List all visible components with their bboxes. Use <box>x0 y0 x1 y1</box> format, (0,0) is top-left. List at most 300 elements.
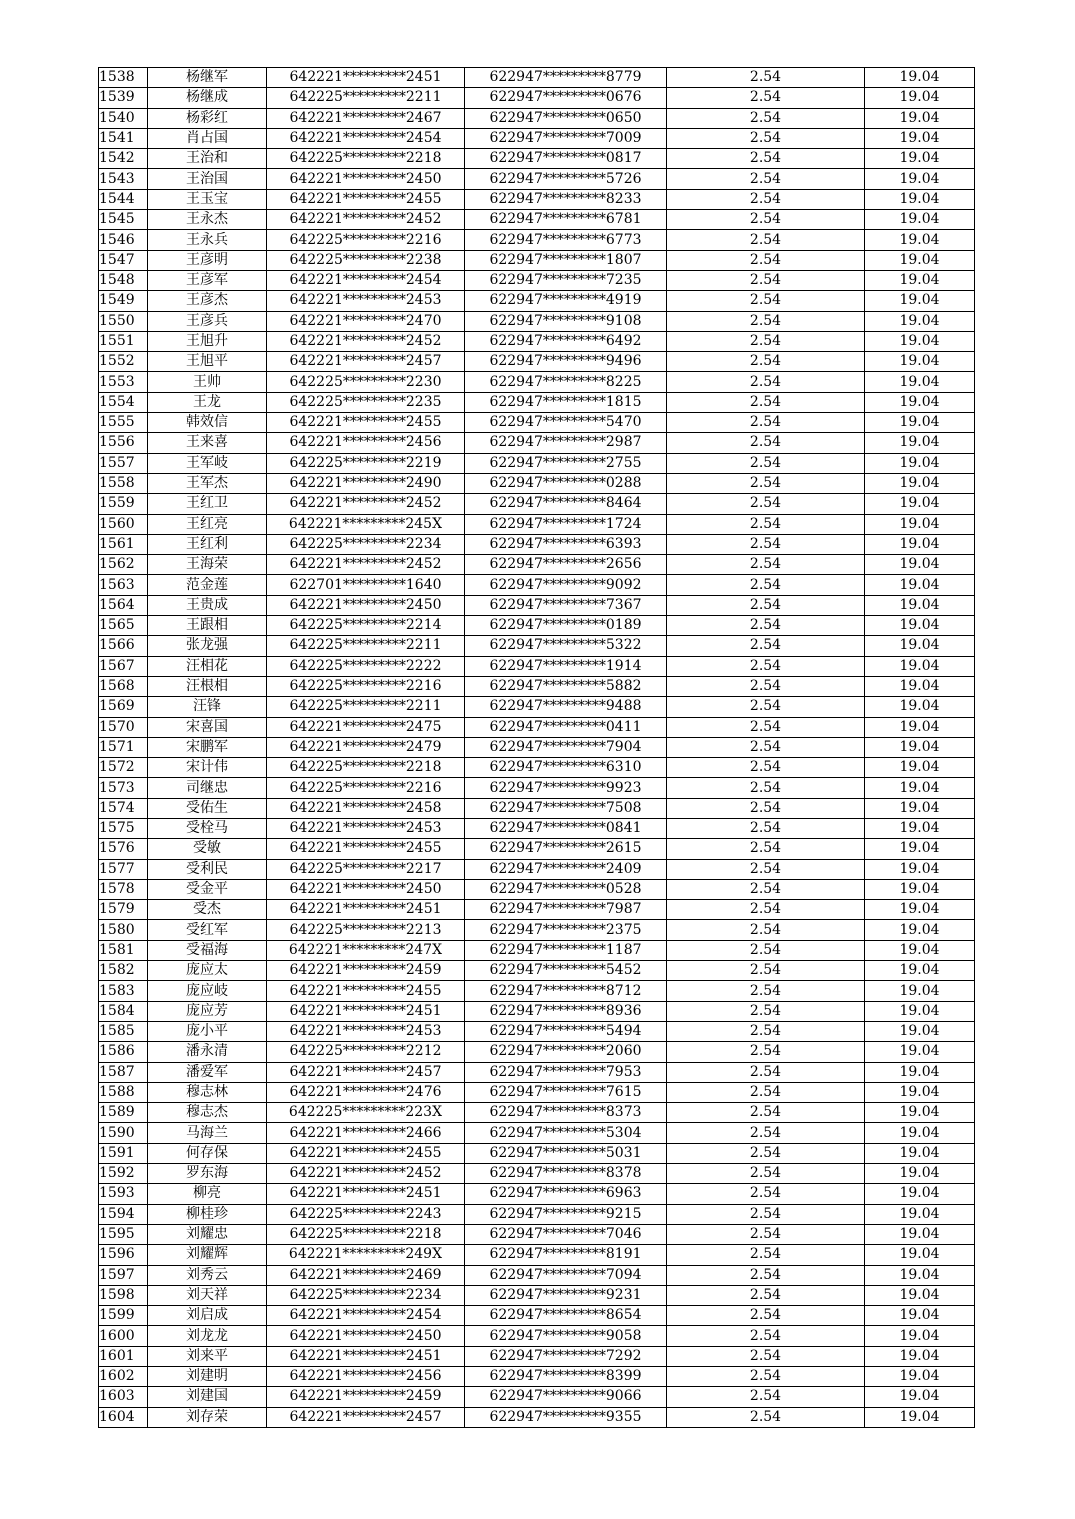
amount-cell: 19.04 <box>865 575 975 595</box>
id-number-cell: 642221*********2451 <box>267 1184 465 1204</box>
amount-cell: 19.04 <box>865 1042 975 1062</box>
name-cell: 王红卫 <box>148 494 267 514</box>
area-cell: 2.54 <box>667 291 865 311</box>
amount-cell: 19.04 <box>865 291 975 311</box>
name-cell: 范金莲 <box>148 575 267 595</box>
table-row <box>99 818 975 838</box>
id-number-cell: 642221*********2490 <box>267 473 465 493</box>
table-row <box>99 1265 975 1285</box>
name-cell: 王跟相 <box>148 616 267 636</box>
id-number-cell: 642221*********2451 <box>267 900 465 920</box>
area-cell: 2.54 <box>667 1103 865 1123</box>
id-number-cell: 642221*********2455 <box>267 839 465 859</box>
table-row <box>99 372 975 392</box>
row-number-cell: 1554 <box>99 392 148 412</box>
area-cell: 2.54 <box>667 128 865 148</box>
row-number-cell: 1584 <box>99 1001 148 1021</box>
area-cell: 2.54 <box>667 169 865 189</box>
id-number-cell: 642225*********2216 <box>267 230 465 250</box>
row-number-cell: 1578 <box>99 879 148 899</box>
name-cell: 王贵成 <box>148 595 267 615</box>
id-number-cell: 642225*********2235 <box>267 392 465 412</box>
area-cell: 2.54 <box>667 961 865 981</box>
row-number-cell: 1568 <box>99 676 148 696</box>
amount-cell: 19.04 <box>865 656 975 676</box>
area-cell: 2.54 <box>667 1082 865 1102</box>
row-number-cell: 1551 <box>99 331 148 351</box>
amount-cell: 19.04 <box>865 778 975 798</box>
amount-cell: 19.04 <box>865 494 975 514</box>
area-cell: 2.54 <box>667 1042 865 1062</box>
name-cell: 何存保 <box>148 1143 267 1163</box>
amount-cell: 19.04 <box>865 1407 975 1427</box>
area-cell: 2.54 <box>667 230 865 250</box>
row-number-cell: 1603 <box>99 1387 148 1407</box>
row-number-cell: 1546 <box>99 230 148 250</box>
row-number-cell: 1598 <box>99 1285 148 1305</box>
row-number-cell: 1601 <box>99 1346 148 1366</box>
area-cell: 2.54 <box>667 1346 865 1366</box>
bank-card-cell: 622947*********0841 <box>465 818 667 838</box>
amount-cell: 19.04 <box>865 1103 975 1123</box>
table-row <box>99 1103 975 1123</box>
amount-cell: 19.04 <box>865 311 975 331</box>
id-number-cell: 642225*********2243 <box>267 1204 465 1224</box>
name-cell: 王军岐 <box>148 453 267 473</box>
name-cell: 汪锋 <box>148 697 267 717</box>
amount-cell: 19.04 <box>865 1224 975 1244</box>
name-cell: 刘启成 <box>148 1306 267 1326</box>
bank-card-cell: 622947*********8464 <box>465 494 667 514</box>
area-cell: 2.54 <box>667 88 865 108</box>
name-cell: 王彦明 <box>148 250 267 270</box>
row-number-cell: 1543 <box>99 169 148 189</box>
area-cell: 2.54 <box>667 616 865 636</box>
id-number-cell: 642221*********2453 <box>267 1021 465 1041</box>
id-number-cell: 642221*********2454 <box>267 1306 465 1326</box>
bank-card-cell: 622947*********1815 <box>465 392 667 412</box>
bank-card-cell: 622947*********1807 <box>465 250 667 270</box>
table-row <box>99 1204 975 1224</box>
amount-cell: 19.04 <box>865 1367 975 1387</box>
area-cell: 2.54 <box>667 433 865 453</box>
area-cell: 2.54 <box>667 1021 865 1041</box>
area-cell: 2.54 <box>667 839 865 859</box>
id-number-cell: 642225*********2218 <box>267 149 465 169</box>
bank-card-cell: 622947*********0189 <box>465 616 667 636</box>
id-number-cell: 642225*********2222 <box>267 656 465 676</box>
id-number-cell: 642221*********2451 <box>267 1346 465 1366</box>
table-row <box>99 900 975 920</box>
row-number-cell: 1556 <box>99 433 148 453</box>
row-number-cell: 1566 <box>99 636 148 656</box>
name-cell: 穆志杰 <box>148 1103 267 1123</box>
row-number-cell: 1560 <box>99 514 148 534</box>
amount-cell: 19.04 <box>865 1265 975 1285</box>
bank-card-cell: 622947*********6492 <box>465 331 667 351</box>
bank-card-cell: 622947*********8225 <box>465 372 667 392</box>
row-number-cell: 1585 <box>99 1021 148 1041</box>
area-cell: 2.54 <box>667 676 865 696</box>
name-cell: 受金平 <box>148 879 267 899</box>
name-cell: 刘建明 <box>148 1367 267 1387</box>
bank-card-cell: 622947*********4919 <box>465 291 667 311</box>
amount-cell: 19.04 <box>865 1306 975 1326</box>
amount-cell: 19.04 <box>865 1245 975 1265</box>
amount-cell: 19.04 <box>865 514 975 534</box>
bank-card-cell: 622947*********7046 <box>465 1224 667 1244</box>
id-number-cell: 642221*********2450 <box>267 879 465 899</box>
table-row <box>99 1082 975 1102</box>
amount-cell: 19.04 <box>865 352 975 372</box>
amount-cell: 19.04 <box>865 900 975 920</box>
row-number-cell: 1576 <box>99 839 148 859</box>
amount-cell: 19.04 <box>865 128 975 148</box>
id-number-cell: 642225*********2234 <box>267 1285 465 1305</box>
area-cell: 2.54 <box>667 1407 865 1427</box>
bank-card-cell: 622947*********7235 <box>465 270 667 290</box>
table-row <box>99 250 975 270</box>
area-cell: 2.54 <box>667 1204 865 1224</box>
name-cell: 刘耀辉 <box>148 1245 267 1265</box>
area-cell: 2.54 <box>667 879 865 899</box>
amount-cell: 19.04 <box>865 676 975 696</box>
id-number-cell: 642225*********2212 <box>267 1042 465 1062</box>
bank-card-cell: 622947*********8712 <box>465 981 667 1001</box>
amount-cell: 19.04 <box>865 392 975 412</box>
area-cell: 2.54 <box>667 473 865 493</box>
bank-card-cell: 622947*********2375 <box>465 920 667 940</box>
row-number-cell: 1538 <box>99 68 148 88</box>
row-number-cell: 1587 <box>99 1062 148 1082</box>
row-number-cell: 1540 <box>99 108 148 128</box>
name-cell: 王治和 <box>148 149 267 169</box>
table-row <box>99 1285 975 1305</box>
name-cell: 王玉宝 <box>148 189 267 209</box>
table-row <box>99 839 975 859</box>
amount-cell: 19.04 <box>865 189 975 209</box>
bank-card-cell: 622947*********2987 <box>465 433 667 453</box>
row-number-cell: 1564 <box>99 595 148 615</box>
id-number-cell: 642225*********2219 <box>267 453 465 473</box>
bank-card-cell: 622947*********7094 <box>465 1265 667 1285</box>
id-number-cell: 642225*********223X <box>267 1103 465 1123</box>
row-number-cell: 1561 <box>99 534 148 554</box>
area-cell: 2.54 <box>667 981 865 1001</box>
bank-card-cell: 622947*********5882 <box>465 676 667 696</box>
amount-cell: 19.04 <box>865 555 975 575</box>
amount-cell: 19.04 <box>865 270 975 290</box>
id-number-cell: 642225*********2238 <box>267 250 465 270</box>
amount-cell: 19.04 <box>865 798 975 818</box>
table-row <box>99 534 975 554</box>
id-number-cell: 642225*********2230 <box>267 372 465 392</box>
table-row <box>99 210 975 230</box>
amount-cell: 19.04 <box>865 859 975 879</box>
bank-card-cell: 622947*********8779 <box>465 68 667 88</box>
bank-card-cell: 622947*********0288 <box>465 473 667 493</box>
row-number-cell: 1600 <box>99 1326 148 1346</box>
bank-card-cell: 622947*********9066 <box>465 1387 667 1407</box>
row-number-cell: 1559 <box>99 494 148 514</box>
amount-cell: 19.04 <box>865 433 975 453</box>
id-number-cell: 642221*********2459 <box>267 1387 465 1407</box>
amount-cell: 19.04 <box>865 961 975 981</box>
row-number-cell: 1581 <box>99 940 148 960</box>
name-cell: 宋喜国 <box>148 717 267 737</box>
name-cell: 王旭平 <box>148 352 267 372</box>
id-number-cell: 642225*********2218 <box>267 758 465 778</box>
name-cell: 潘永清 <box>148 1042 267 1062</box>
area-cell: 2.54 <box>667 210 865 230</box>
id-number-cell: 642221*********2451 <box>267 1001 465 1021</box>
area-cell: 2.54 <box>667 352 865 372</box>
id-number-cell: 642221*********2458 <box>267 798 465 818</box>
bank-card-cell: 622947*********9488 <box>465 697 667 717</box>
amount-cell: 19.04 <box>865 920 975 940</box>
name-cell: 张龙强 <box>148 636 267 656</box>
name-cell: 韩效信 <box>148 413 267 433</box>
id-number-cell: 642221*********2450 <box>267 169 465 189</box>
area-cell: 2.54 <box>667 859 865 879</box>
id-number-cell: 642225*********2211 <box>267 636 465 656</box>
area-cell: 2.54 <box>667 1001 865 1021</box>
bank-card-cell: 622947*********0676 <box>465 88 667 108</box>
bank-card-cell: 622947*********5304 <box>465 1123 667 1143</box>
bank-card-cell: 622947*********7292 <box>465 1346 667 1366</box>
name-cell: 王彦军 <box>148 270 267 290</box>
area-cell: 2.54 <box>667 392 865 412</box>
id-number-cell: 642221*********2452 <box>267 1164 465 1184</box>
row-number-cell: 1563 <box>99 575 148 595</box>
name-cell: 王治国 <box>148 169 267 189</box>
bank-card-cell: 622947*********2755 <box>465 453 667 473</box>
id-number-cell: 642221*********2452 <box>267 331 465 351</box>
bank-card-cell: 622947*********9496 <box>465 352 667 372</box>
amount-cell: 19.04 <box>865 616 975 636</box>
area-cell: 2.54 <box>667 534 865 554</box>
bank-card-cell: 622947*********2060 <box>465 1042 667 1062</box>
table-row <box>99 270 975 290</box>
bank-card-cell: 622947*********0411 <box>465 717 667 737</box>
area-cell: 2.54 <box>667 413 865 433</box>
subsidy-table <box>98 67 975 1428</box>
row-number-cell: 1541 <box>99 128 148 148</box>
name-cell: 庞应太 <box>148 961 267 981</box>
amount-cell: 19.04 <box>865 758 975 778</box>
name-cell: 王军杰 <box>148 473 267 493</box>
amount-cell: 19.04 <box>865 473 975 493</box>
area-cell: 2.54 <box>667 920 865 940</box>
id-number-cell: 642221*********2457 <box>267 1407 465 1427</box>
table-row <box>99 778 975 798</box>
name-cell: 王海荣 <box>148 555 267 575</box>
name-cell: 王彦杰 <box>148 291 267 311</box>
bank-card-cell: 622947*********5322 <box>465 636 667 656</box>
bank-card-cell: 622947*********2615 <box>465 839 667 859</box>
area-cell: 2.54 <box>667 331 865 351</box>
table-row <box>99 1387 975 1407</box>
bank-card-cell: 622947*********6963 <box>465 1184 667 1204</box>
table-row <box>99 879 975 899</box>
area-cell: 2.54 <box>667 818 865 838</box>
area-cell: 2.54 <box>667 1265 865 1285</box>
table-row <box>99 1407 975 1427</box>
area-cell: 2.54 <box>667 1143 865 1163</box>
id-number-cell: 642221*********2470 <box>267 311 465 331</box>
amount-cell: 19.04 <box>865 1285 975 1305</box>
name-cell: 刘龙龙 <box>148 1326 267 1346</box>
row-number-cell: 1582 <box>99 961 148 981</box>
document-page <box>98 67 974 1428</box>
area-cell: 2.54 <box>667 1245 865 1265</box>
row-number-cell: 1555 <box>99 413 148 433</box>
area-cell: 2.54 <box>667 595 865 615</box>
amount-cell: 19.04 <box>865 940 975 960</box>
area-cell: 2.54 <box>667 372 865 392</box>
table-row <box>99 555 975 575</box>
id-number-cell: 642225*********2213 <box>267 920 465 940</box>
id-number-cell: 642221*********2455 <box>267 1143 465 1163</box>
bank-card-cell: 622947*********5031 <box>465 1143 667 1163</box>
bank-card-cell: 622947*********2656 <box>465 555 667 575</box>
table-row <box>99 737 975 757</box>
table-row <box>99 392 975 412</box>
amount-cell: 19.04 <box>865 717 975 737</box>
row-number-cell: 1599 <box>99 1306 148 1326</box>
amount-cell: 19.04 <box>865 737 975 757</box>
id-number-cell: 642221*********2452 <box>267 555 465 575</box>
area-cell: 2.54 <box>667 108 865 128</box>
table-row <box>99 311 975 331</box>
area-cell: 2.54 <box>667 636 865 656</box>
name-cell: 柳亮 <box>148 1184 267 1204</box>
table-row <box>99 494 975 514</box>
bank-card-cell: 622947*********5494 <box>465 1021 667 1041</box>
area-cell: 2.54 <box>667 1306 865 1326</box>
amount-cell: 19.04 <box>865 1062 975 1082</box>
row-number-cell: 1595 <box>99 1224 148 1244</box>
bank-card-cell: 622947*********7367 <box>465 595 667 615</box>
area-cell: 2.54 <box>667 514 865 534</box>
id-number-cell: 642221*********2452 <box>267 210 465 230</box>
area-cell: 2.54 <box>667 575 865 595</box>
area-cell: 2.54 <box>667 1184 865 1204</box>
table-row <box>99 1346 975 1366</box>
table-row <box>99 1367 975 1387</box>
bank-card-cell: 622947*********9215 <box>465 1204 667 1224</box>
area-cell: 2.54 <box>667 149 865 169</box>
amount-cell: 19.04 <box>865 331 975 351</box>
table-row <box>99 697 975 717</box>
name-cell: 王永兵 <box>148 230 267 250</box>
id-number-cell: 642221*********2455 <box>267 981 465 1001</box>
area-cell: 2.54 <box>667 250 865 270</box>
id-number-cell: 642221*********2451 <box>267 68 465 88</box>
id-number-cell: 642221*********2467 <box>267 108 465 128</box>
table-row <box>99 1042 975 1062</box>
name-cell: 穆志林 <box>148 1082 267 1102</box>
id-number-cell: 642221*********2456 <box>267 1367 465 1387</box>
id-number-cell: 642225*********2216 <box>267 778 465 798</box>
id-number-cell: 642221*********2456 <box>267 433 465 453</box>
bank-card-cell: 622947*********8373 <box>465 1103 667 1123</box>
bank-card-cell: 622947*********9058 <box>465 1326 667 1346</box>
table-row <box>99 352 975 372</box>
row-number-cell: 1589 <box>99 1103 148 1123</box>
area-cell: 2.54 <box>667 778 865 798</box>
id-number-cell: 642221*********2469 <box>267 1265 465 1285</box>
amount-cell: 19.04 <box>865 697 975 717</box>
bank-card-cell: 622947*********1187 <box>465 940 667 960</box>
name-cell: 马海兰 <box>148 1123 267 1143</box>
row-number-cell: 1577 <box>99 859 148 879</box>
bank-card-cell: 622947*********6393 <box>465 534 667 554</box>
table-row <box>99 1143 975 1163</box>
table-row <box>99 595 975 615</box>
bank-card-cell: 622947*********5726 <box>465 169 667 189</box>
name-cell: 汪根相 <box>148 676 267 696</box>
area-cell: 2.54 <box>667 940 865 960</box>
row-number-cell: 1565 <box>99 616 148 636</box>
area-cell: 2.54 <box>667 1285 865 1305</box>
bank-card-cell: 622947*********8654 <box>465 1306 667 1326</box>
name-cell: 杨继成 <box>148 88 267 108</box>
bank-card-cell: 622947*********1724 <box>465 514 667 534</box>
area-cell: 2.54 <box>667 697 865 717</box>
table-row <box>99 636 975 656</box>
id-number-cell: 642225*********2211 <box>267 697 465 717</box>
name-cell: 王红利 <box>148 534 267 554</box>
id-number-cell: 642221*********247X <box>267 940 465 960</box>
table-row <box>99 656 975 676</box>
area-cell: 2.54 <box>667 656 865 676</box>
row-number-cell: 1593 <box>99 1184 148 1204</box>
table-row <box>99 920 975 940</box>
bank-card-cell: 622947*********9355 <box>465 1407 667 1427</box>
name-cell: 王彦兵 <box>148 311 267 331</box>
row-number-cell: 1549 <box>99 291 148 311</box>
name-cell: 柳桂珍 <box>148 1204 267 1224</box>
bank-card-cell: 622947*********9231 <box>465 1285 667 1305</box>
area-cell: 2.54 <box>667 270 865 290</box>
table-row <box>99 1021 975 1041</box>
area-cell: 2.54 <box>667 1062 865 1082</box>
amount-cell: 19.04 <box>865 1164 975 1184</box>
bank-card-cell: 622947*********9923 <box>465 778 667 798</box>
table-row <box>99 758 975 778</box>
amount-cell: 19.04 <box>865 230 975 250</box>
row-number-cell: 1550 <box>99 311 148 331</box>
name-cell: 王永杰 <box>148 210 267 230</box>
name-cell: 刘来平 <box>148 1346 267 1366</box>
id-number-cell: 642225*********2214 <box>267 616 465 636</box>
row-number-cell: 1570 <box>99 717 148 737</box>
name-cell: 王帅 <box>148 372 267 392</box>
table-row <box>99 798 975 818</box>
name-cell: 杨彩红 <box>148 108 267 128</box>
table-row <box>99 676 975 696</box>
table-row <box>99 1001 975 1021</box>
id-number-cell: 642221*********2459 <box>267 961 465 981</box>
id-number-cell: 642221*********249X <box>267 1245 465 1265</box>
id-number-cell: 642225*********2216 <box>267 676 465 696</box>
amount-cell: 19.04 <box>865 534 975 554</box>
table-row <box>99 1224 975 1244</box>
row-number-cell: 1592 <box>99 1164 148 1184</box>
name-cell: 受利民 <box>148 859 267 879</box>
id-number-cell: 642221*********2454 <box>267 128 465 148</box>
